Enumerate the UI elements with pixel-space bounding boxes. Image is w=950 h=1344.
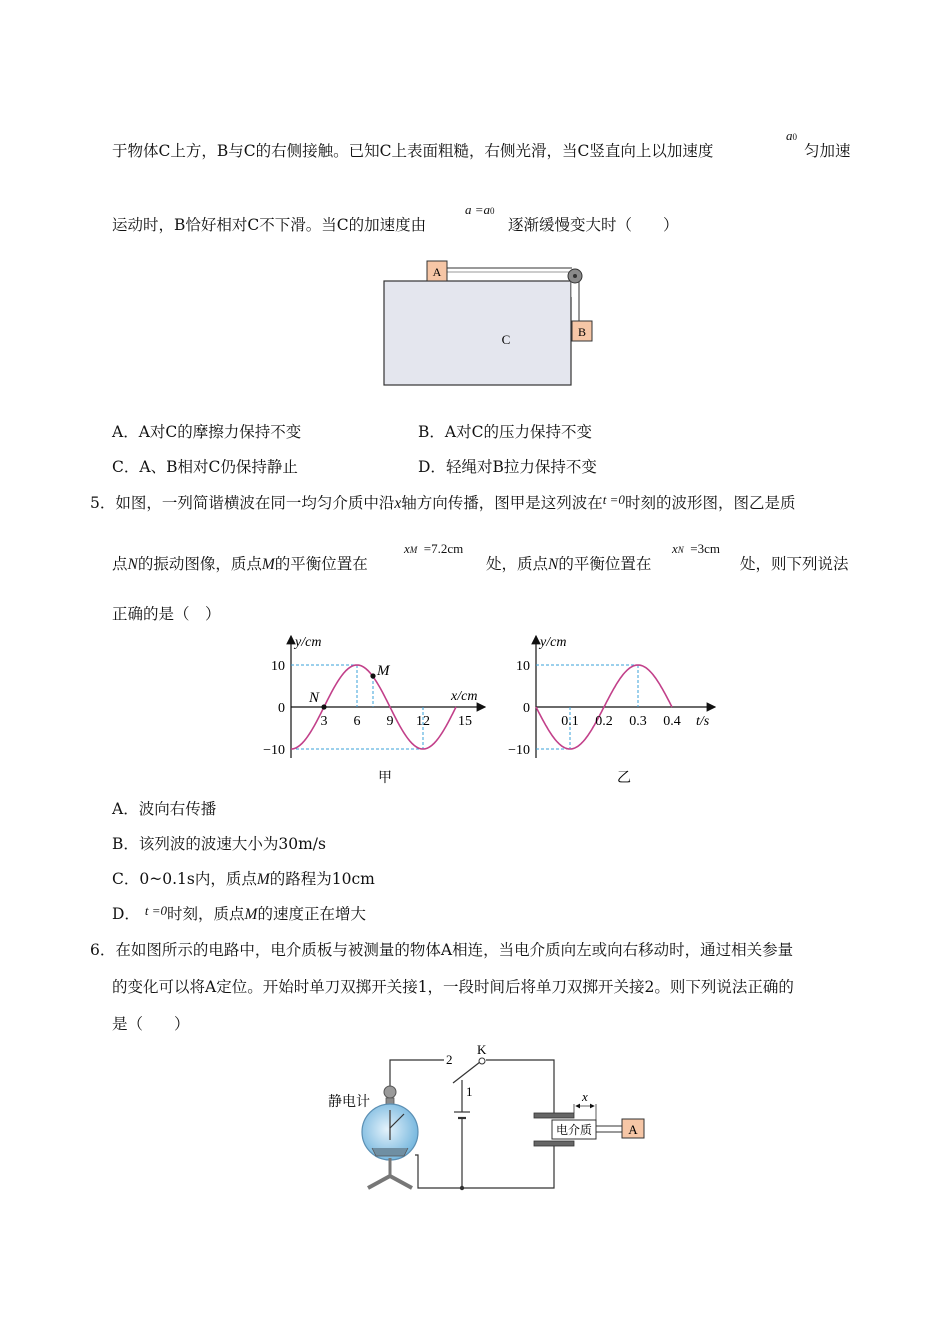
xm-expr [404, 541, 463, 557]
option-key: C． [112, 458, 140, 476]
t-tick-04: 0.4 [663, 714, 681, 729]
q5-text: 的振动图像，质点 [137, 555, 262, 573]
n-symbol: N [127, 556, 138, 573]
q4-figure [375, 255, 605, 395]
q5-line2-c [740, 553, 849, 575]
q5-option-b [112, 833, 326, 855]
capacitor-bottom-plate [534, 1141, 574, 1146]
q4-option-a [112, 421, 301, 443]
t-tick-02: 0.2 [595, 714, 613, 729]
point-n [321, 704, 326, 709]
xn-sub: N [677, 545, 684, 555]
xn-expr [672, 541, 720, 557]
y-label: y/cm [295, 635, 322, 650]
q5-text: 处，则下列说法 [740, 555, 849, 573]
q4-option-c [112, 456, 298, 478]
question-number: 6． [90, 941, 116, 959]
option-key: A． [112, 800, 139, 818]
circuit-figure [320, 1040, 660, 1200]
q5-option-c [112, 868, 375, 891]
option-key: C． [112, 870, 140, 888]
q6-line2 [112, 976, 794, 998]
terminal-2: 2 [446, 1052, 453, 1067]
q5-text: 时刻的波形图，图乙是质 [624, 494, 796, 512]
option-key: B． [112, 835, 139, 853]
q4-option-b [418, 421, 592, 443]
option-text: A、B相对C仍保持静止 [139, 458, 298, 476]
caption-jia: 甲 [378, 771, 392, 786]
option-text: 0~0.1s内，质点 [139, 870, 257, 888]
t-label: t/s [696, 714, 710, 729]
q6-text: 在如图所示的电路中，电介质板与被测量的物体A相连，当电介质向左或向右移动时，通过相关参量 [115, 941, 794, 959]
q4-line1 [112, 140, 713, 162]
q5-line2-a [112, 553, 368, 576]
a-eq-a0: a =a [465, 202, 491, 217]
a-eq-a0-sub: 0 [490, 206, 495, 216]
option-text: 轻绳对B拉力保持不变 [445, 458, 597, 476]
dielectric-label: 电介质 [555, 1123, 593, 1137]
electrometer-knob [384, 1086, 396, 1098]
t-tick-01: 0.1 [561, 714, 579, 729]
label-c: C [501, 332, 511, 347]
q4-line2-start: 运动时，B恰好相对C不下滑。当C的加速度由 [112, 216, 427, 234]
option-text: A对C的压力保持不变 [444, 423, 592, 441]
q5-text: 的平衡位置在 [274, 555, 368, 573]
electrometer-label: 静电计 [328, 1095, 370, 1110]
option-text: 的速度正在增大 [257, 905, 366, 923]
q5-text: 点 [112, 555, 128, 573]
option-text: 时刻，质点 [167, 905, 245, 923]
q5-option-a [112, 798, 216, 820]
q4-line1-text: 于物体C上方，B与C的右侧接触。已知C上表面粗糙，右侧光滑，当C竖直向上以加速度 [112, 142, 714, 160]
xn-val: =3cm [690, 541, 721, 556]
label-b: B [577, 325, 587, 339]
y-tick-0: 0 [278, 701, 285, 716]
q5-text: 正确的是（ ） [112, 605, 221, 623]
q4-line2-end [508, 214, 679, 236]
switch-blade [453, 1062, 480, 1083]
terminal-1: 1 [466, 1084, 473, 1099]
q5-text: 处，质点 [486, 555, 549, 573]
q4-line2-math [465, 202, 495, 218]
q6-text: 是（ ） [112, 1015, 190, 1033]
t-eq-0: t =0 [144, 903, 168, 918]
label-m: M [377, 663, 390, 679]
q5-text: 的平衡位置在 [558, 555, 652, 573]
x-tick-15: 15 [458, 714, 472, 729]
wire-bottom [415, 1145, 554, 1188]
q4-line1-end [804, 140, 851, 162]
graph-jia [255, 630, 495, 790]
xm-var: x [404, 541, 410, 556]
wire-to-2 [390, 1060, 444, 1095]
y-tick-10: 10 [516, 659, 530, 674]
option-key: D． [112, 905, 140, 923]
q5-option-d [112, 903, 366, 926]
label-n: N [309, 690, 320, 706]
q4-a0 [786, 128, 797, 144]
junction [460, 1186, 464, 1190]
question-number: 5． [90, 494, 116, 512]
electrometer-stand [368, 1176, 412, 1188]
wire-k-to-plate [486, 1060, 554, 1113]
q6-line3 [112, 1013, 190, 1035]
q5-line1 [90, 492, 795, 515]
q5-text: 轴方向传播，图甲是这列波在 [401, 494, 603, 512]
option-text: 的路程为10cm [269, 870, 375, 888]
option-text: A对C的摩擦力保持不变 [138, 423, 302, 441]
y-tick-neg10: −10 [508, 743, 530, 758]
switch-pivot [479, 1058, 485, 1064]
t-eq-0: t =0 [602, 492, 625, 507]
option-key: D． [418, 458, 446, 476]
y-tick-neg10: −10 [263, 743, 285, 758]
option-key: A． [112, 423, 139, 441]
q4-line2 [112, 214, 426, 236]
capacitor-top-plate [534, 1113, 574, 1118]
x-label: x/cm [451, 689, 478, 704]
x-tick-3: 3 [320, 714, 328, 729]
q4-line2-end-text: 逐渐缓慢变大时（ ） [508, 216, 679, 234]
t-tick-03: 0.3 [629, 714, 647, 729]
object-a-label: A [628, 1122, 638, 1137]
q6-text: 的变化可以将A定位。开始时单刀双掷开关接1，一段时间后将单刀双掷开关接2。则下列说法正确的 [112, 978, 794, 996]
n-symbol: N [548, 556, 559, 573]
q4-line1-end-text: 匀加速 [804, 142, 851, 160]
q5-line3 [112, 603, 221, 625]
switch-k: K [477, 1042, 487, 1057]
a0-sub: 0 [792, 132, 797, 142]
q4-option-d [418, 456, 597, 478]
label-a: A [432, 265, 442, 279]
y-label: y/cm [540, 635, 567, 650]
q5-text: 如图，一列简谐横波在同一均匀介质中沿 [115, 494, 395, 512]
x-tick-9: 9 [386, 714, 394, 729]
option-text: 该列波的波速大小为30m/s [138, 835, 326, 853]
m-symbol: M [261, 556, 275, 573]
xm-val: =7.2cm [423, 541, 464, 556]
x-label: x [582, 1089, 588, 1104]
caption-yi: 乙 [617, 771, 631, 786]
x-tick-12: 12 [416, 714, 430, 729]
option-text: 波向右传播 [138, 800, 217, 818]
m-symbol: M [256, 871, 270, 888]
xm-sub: M [409, 545, 418, 555]
y-tick-10: 10 [271, 659, 285, 674]
a0-symbol: a [786, 128, 793, 143]
x-tick-6: 6 [353, 714, 361, 729]
xn-var: x [672, 541, 678, 556]
option-key: B． [418, 423, 445, 441]
graph-yi [500, 630, 725, 790]
q5-line2-b [486, 553, 651, 576]
block-c [384, 281, 571, 385]
y-tick-0: 0 [523, 701, 530, 716]
q6-line1 [90, 939, 793, 961]
m-symbol: M [244, 906, 258, 923]
point-m [370, 673, 375, 678]
x-symbol: x [394, 495, 402, 512]
